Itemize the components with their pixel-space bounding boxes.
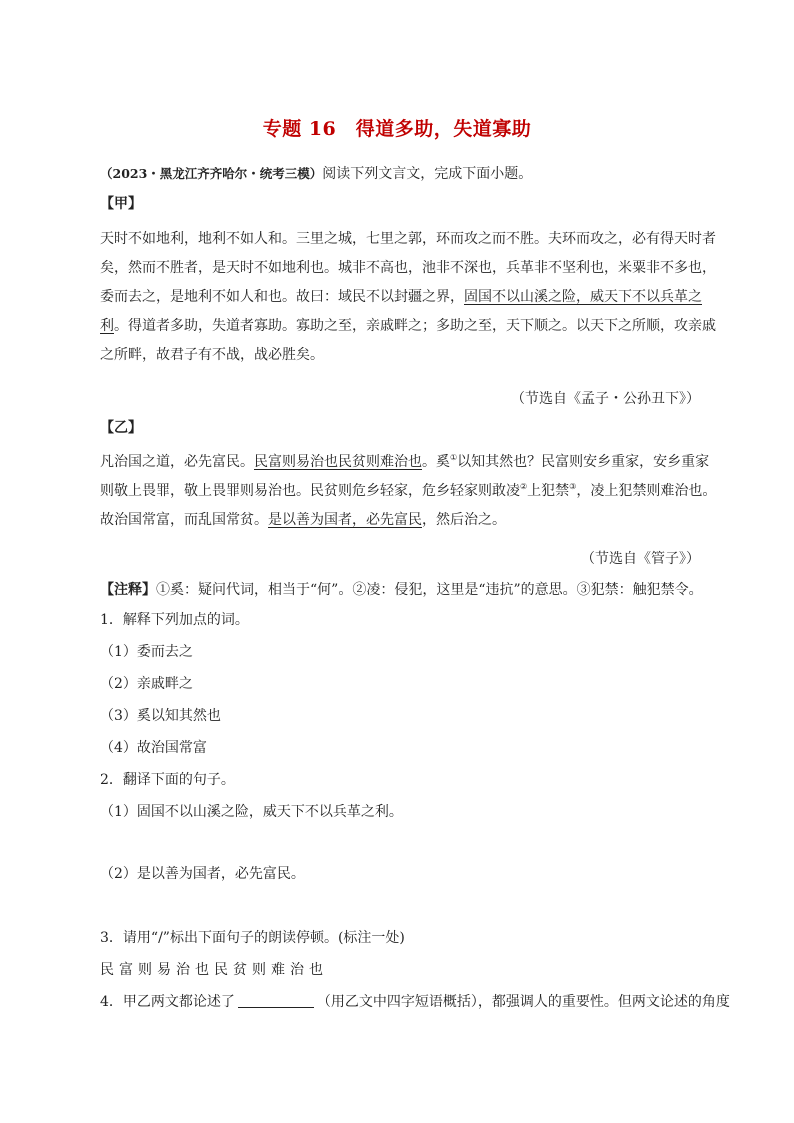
passage-yi-text-6: ，然后治之。 [422,512,506,528]
question-3-sentence: 民富则易治也民贫则难治也 [100,962,328,978]
question-source: （2023・黑龙江齐齐哈尔・统考三模） [100,166,323,181]
instruction: 阅读下列文言文，完成下面小题。 [322,166,533,182]
intro-line [100,164,532,184]
note-marker-3: ③ [569,482,577,491]
passage-yi-text-5: ，凌上犯禁则难治也。故治国常富，而乱国常贫。 [100,483,717,528]
passage-yi-underlined-1: 民富则易治也民贫则难治也 [254,454,422,470]
notes-text: ①奚：疑问代词，相当于“何”。②凌：侵犯，这里是“违抗”的意思。③犯禁：触犯禁令。 [156,582,703,598]
question-2-item-2: （2）是以善为国者，必先富民。 [100,866,305,882]
question-1-item-2: （2）亲戚畔之 [100,676,193,692]
passage-yi-underlined-2: 是以善为国者，必先富民 [268,512,422,528]
passage-yi-citation: （节选自《管子》） [581,551,700,567]
passage-jia-text-2: 。得道者多助，失道者寡助。寡助之至，亲戚畔之；多助之至，天下顺之。以天下之所顺，攻亲戚之所畔，故君子有不战，战必胜矣。 [100,318,716,363]
passage-jia-label: 【甲】 [100,196,142,212]
notes-line [100,580,703,600]
passage-jia-underlined: 固国不以山溪之险，威天下不以兵革之利 [100,289,702,334]
passage-yi-text-2: 。奚 [422,454,450,470]
passage-yi [100,448,720,535]
question-4-text-a: 4．甲乙两文都论述了 [100,994,235,1010]
passage-jia [100,225,720,370]
answer-blank[interactable] [238,993,314,1008]
question-1-item-3: （3）奚以知其然也 [100,708,221,724]
note-marker-2: ② [520,482,528,491]
page-title: 专题 16 得道多助，失道寡助 [262,118,532,140]
passage-yi-label: 【乙】 [100,420,142,436]
passage-yi-text-1: 凡治国之道，必先富民。 [100,454,254,470]
passage-yi-text-4: 上犯禁 [527,483,570,499]
note-marker-1: ① [450,453,458,462]
question-3: 3．请用“/”标出下面句子的朗读停顿。(标注一处) [100,930,405,946]
question-4 [100,992,730,1012]
question-1-item-1: （1）委而去之 [100,644,193,660]
question-2: 2．翻译下面的句子。 [100,772,235,788]
question-1-item-4: （4）故治国常富 [100,740,207,756]
passage-jia-citation: （节选自《孟子・公孙丑下》） [511,391,700,407]
question-1: 1．解释下列加点的词。 [100,612,249,628]
question-4-text-b: （用乙文中四字短语概括），都强调人的重要性。但两文论述的角度 [316,994,730,1010]
passage-jia-text-1: 天时不如地利，地利不如人和。三里之城，七里之郭，环而攻之而不胜。夫环而攻之，必有得天时者矣，然而不胜者，是天时不如地利也。城非不高也，池非不深也，兵革非不坚利也，米粟非不多也，委而去之，是地利不如人和也。故曰：域民不以封疆之界， [100,231,716,305]
passage-yi-text-3: 以知其然也？民富则安乡重家，安乡重家则敬上畏罪，敬上畏罪则易治也。民贫则危乡轻家，危乡轻家则敢凌 [100,454,710,499]
question-2-item-1: （1）固国不以山溪之险，威天下不以兵革之利。 [100,804,403,820]
notes-label: 【注释】 [100,582,156,598]
